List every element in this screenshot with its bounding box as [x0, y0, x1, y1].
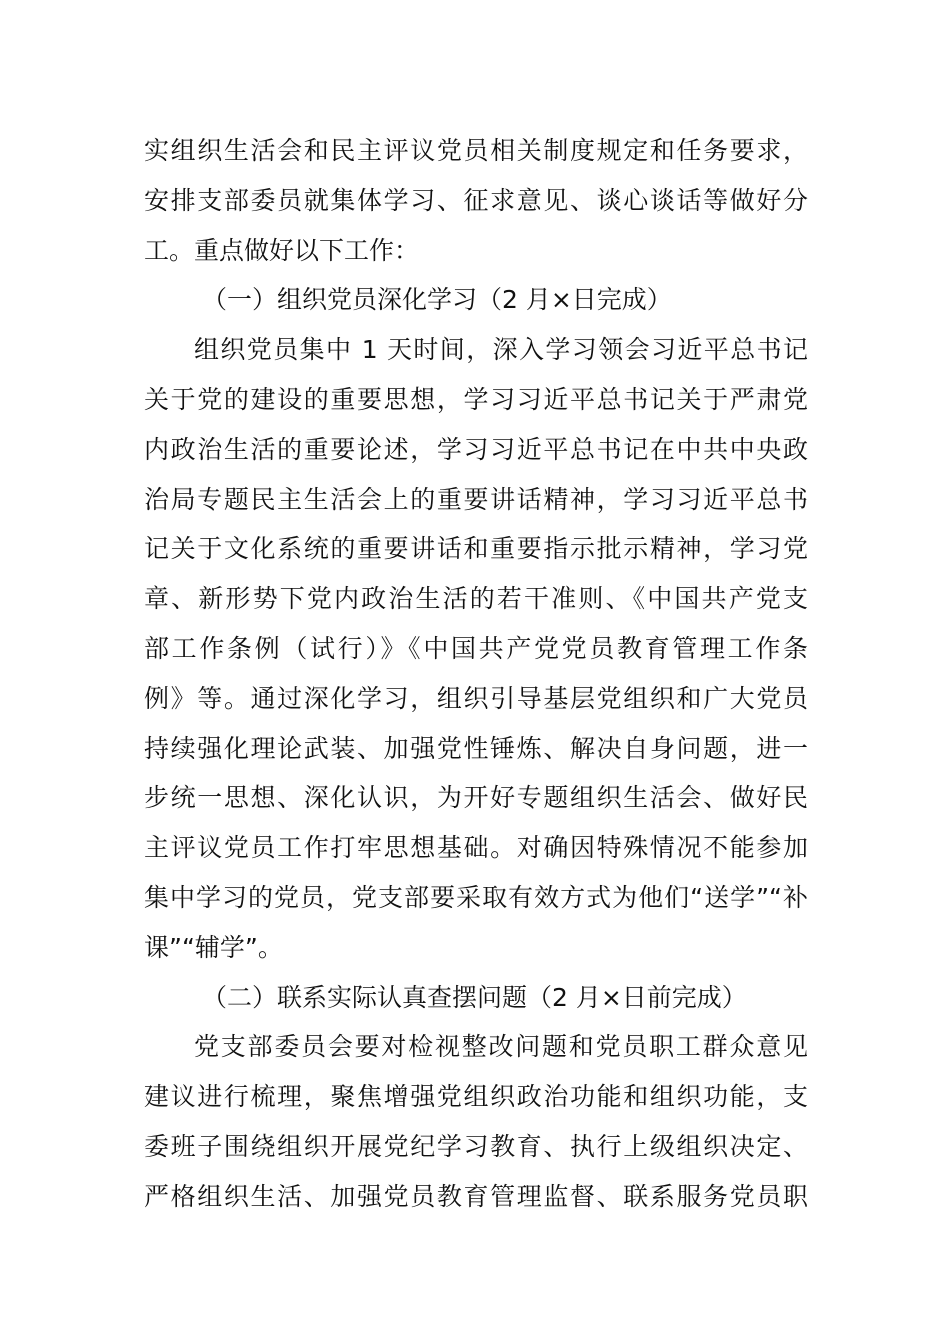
text-line: 工。重点做好以下工作： — [144, 235, 420, 265]
text-line: 治局专题民主生活会上的重要讲话精神，学习习近平总书 — [144, 484, 808, 514]
document-body — [144, 126, 808, 1222]
text-line: 部工作条例（试行）》《中国共产党党员教育管理工作条 — [144, 633, 808, 663]
paragraph-first-line: 党支部委员会要对检视整改问题和党员职工群众意见 — [194, 1032, 808, 1062]
text-line: 例》等。通过深化学习，组织引导基层党组织和广大党员 — [144, 683, 808, 713]
text-line: 记关于文化系统的重要讲话和重要指示批示精神，学习党 — [144, 534, 808, 564]
text-line: 步统一思想、深化认识，为开好专题组织生活会、做好民 — [144, 783, 808, 813]
text-line: 主评议党员工作打牢思想基础。对确因特殊情况不能参加 — [144, 833, 808, 863]
text-line: 章、新形势下党内政治生活的若干准则、《中国共产党支 — [144, 584, 808, 614]
text-line: 关于党的建设的重要思想，学习习近平总书记关于严肃党 — [144, 384, 808, 414]
text-line: 课”“辅学”。 — [144, 932, 283, 962]
text-line: 实组织生活会和民主评议党员相关制度规定和任务要求， — [144, 136, 808, 165]
paragraph-first-line: 组织党员集中 1 天时间，深入学习领会习近平总书记 — [194, 335, 808, 365]
text-line: 内政治生活的重要论述，学习习近平总书记在中共中央政 — [144, 434, 808, 464]
text-line: 委班子围绕组织开展党纪学习教育、执行上级组织决定、 — [144, 1131, 808, 1161]
text-line: 持续强化理论武装、加强党性锤炼、解决自身问题，进一 — [144, 733, 808, 763]
text-line: 建议进行梳理，聚焦增强党组织政治功能和组织功能，支 — [144, 1082, 808, 1112]
text-line: 严格组织生活、加强党员教育管理监督、联系服务党员职 — [144, 1181, 808, 1211]
section-heading-1: （一）组织党员深化学习（2 月×日完成） — [202, 285, 672, 315]
text-line: 集中学习的党员，党支部要采取有效方式为他们“送学”“补 — [144, 882, 808, 912]
text-line: 安排支部委员就集体学习、征求意见、谈心谈话等做好分 — [144, 185, 808, 215]
section-heading-2: （二）联系实际认真查摆问题（2 月×日前完成） — [202, 982, 747, 1012]
